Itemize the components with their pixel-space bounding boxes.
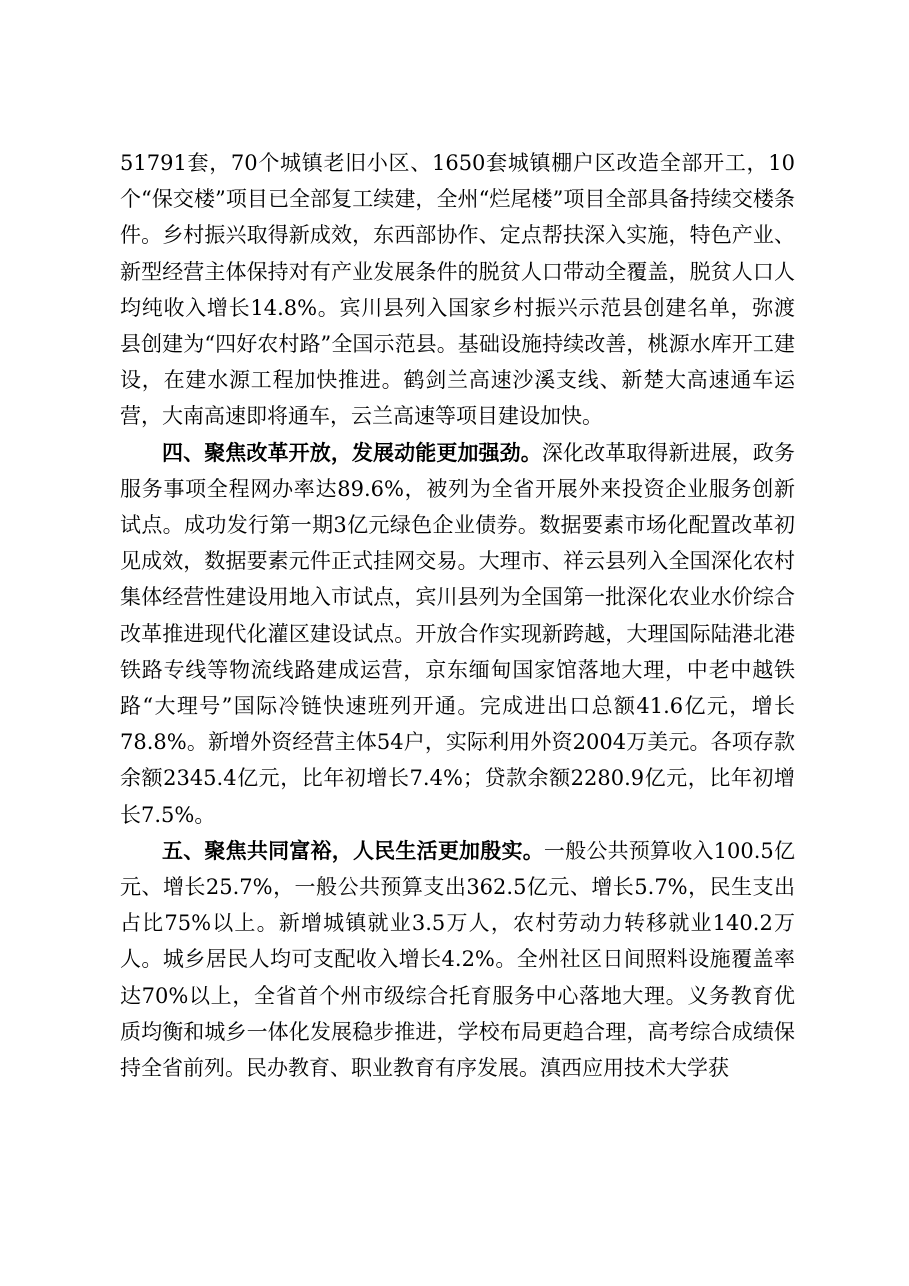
section-heading: 四、聚焦改革开放，发展动能更加强劲。	[162, 439, 542, 465]
paragraph-reform-opening	[120, 435, 795, 833]
document-body	[120, 145, 795, 1086]
paragraph-body: 51791套，70个城镇老旧小区、1650套城镇棚户区改造全部开工，10个“保交楼”项目已全部复工续建，全州“烂尾楼”项目全部具备持续交楼条件。乡村振兴取得新成效，东西部协作、定点帮扶深入实施，特色产业、新型经营主体保持对有产业发展条件的脱贫人口带动全覆盖，脱贫人口人均纯收入增长14.8%。宾川县列入国家乡村振兴示范县创建名单，弥渡县创建为“四好农村路”全国示范县。基础设施持续改善，桃源水库开工建设，在建水源工程加快推进。鹤剑兰高速沙溪支线、新楚大高速通车运营，大南高速即将通车，云兰高速等项目建设加快。	[120, 151, 795, 429]
section-heading: 五、聚焦共同富裕，人民生活更加殷实。	[162, 837, 544, 863]
paragraph-common-prosperity	[120, 833, 795, 1086]
paragraph-body: 深化改革取得新进展，政务服务事项全程网办率达89.6%，被列为全省开展外来投资企业服务创新试点。成功发行第一期3亿元绿色企业债券。数据要素市场化配置改革初见成效，数据要素元件正式挂网交易。大理市、祥云县列入全国深化农村集体经营性建设用地入市试点，宾川县列为全国第一批深化农业水价综合改革推进现代化灌区建设试点。开放合作实现新跨越，大理国际陆港北港铁路专线等物流线路建成运营，京东缅甸国家馆落地大理，中老中越铁路“大理号”国际冷链快速班列开通。完成进出口总额41.6亿元，增长78.8%。新增外资经营主体54户，实际利用外资2004万美元。各项存款余额2345.4亿元，比年初增长7.4%；贷款余额2280.9亿元，比年初增长7.5%。	[120, 440, 796, 827]
paragraph-continuation	[120, 145, 795, 435]
paragraph-body: 一般公共预算收入100.5亿元、增长25.7%，一般公共预算支出362.5亿元、增长5.7%，民生支出占比75%以上。新增城镇就业3.5万人，农村劳动力转移就业140.2万人。城乡居民人均可支配收入增长4.2%。全州社区日间照料设施覆盖率达70%以上，全省首个州市级综合托育服务中心落地大理。义务教育优质均衡和城乡一体化发展稳步推进，学校布局更趋合理，高考综合成绩保持全省前列。民办教育、职业教育有序发展。滇西应用技术大学获	[120, 838, 795, 1081]
